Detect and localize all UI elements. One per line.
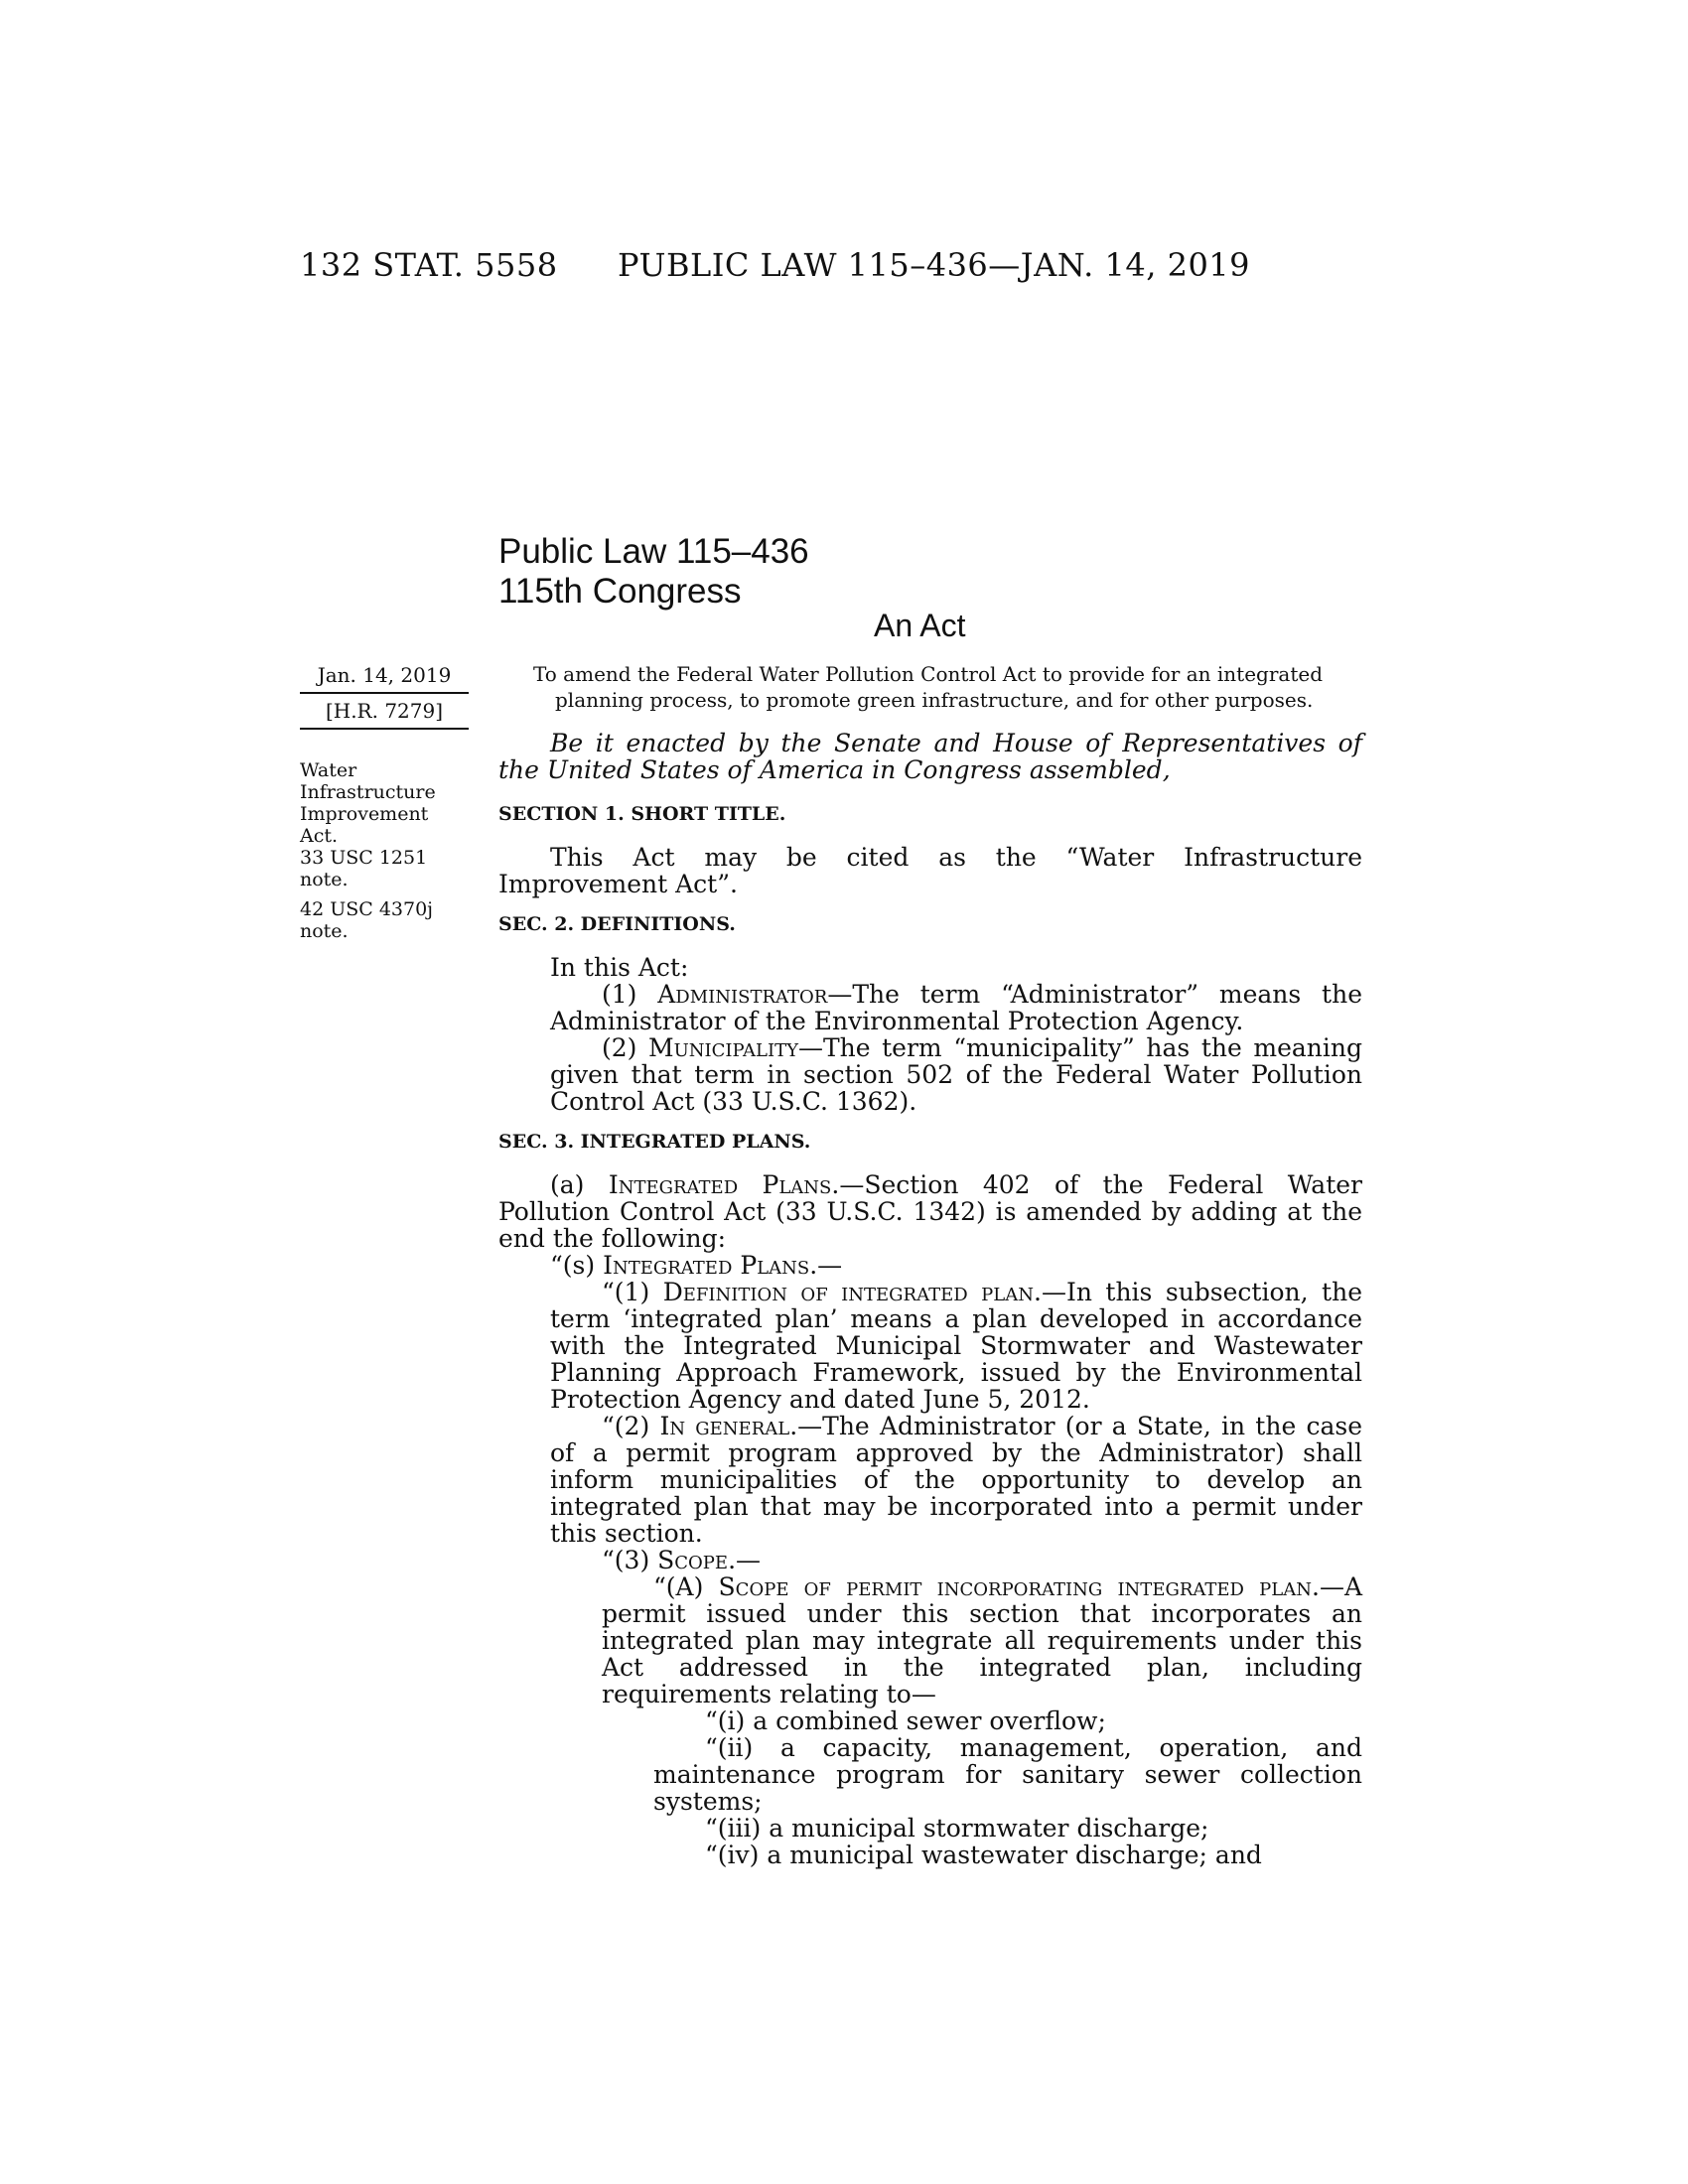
section-1-text: This Act may be cited as the “Water Infrastructure Improvement Act”. xyxy=(498,843,1362,898)
law-number: Public Law 115–436 xyxy=(498,532,809,571)
page-stat-number: 132 STAT. 5558 xyxy=(300,246,558,284)
section-1-heading: SECTION 1. SHORT TITLE. xyxy=(498,803,786,825)
list-item: “(iii) a municipal stormwater discharge; xyxy=(705,1814,1209,1843)
margin-date-block xyxy=(300,660,469,732)
paragraph-s-3: “(3) Scope.— xyxy=(602,1546,762,1574)
list-item: “(i) a combined sewer overflow; xyxy=(705,1706,1106,1735)
act-heading: An Act xyxy=(874,608,966,643)
purpose-statement: To amend the Federal Water Pollution Control Act to provide for an integrated planning process, to promote green infrastructure, and for other purposes. xyxy=(533,662,1323,712)
title-block xyxy=(498,532,809,612)
subsection-a: (a) Integrated Plans.—Section 402 of the Federal Water Pollution Control Act (33 U.S.C. 1342) is amended by adding at the end the following: xyxy=(498,1170,1363,1253)
section-2-heading: SEC. 2. DEFINITIONS. xyxy=(498,913,736,935)
enactment-date: Jan. 14, 2019 xyxy=(317,663,452,687)
list-item: “(iv) a municipal wastewater discharge; and xyxy=(705,1841,1262,1869)
margin-rule xyxy=(300,692,469,694)
act-body xyxy=(498,730,1362,1868)
running-header: PUBLIC LAW 115–436—JAN. 14, 2019 xyxy=(618,246,1251,284)
subsection-s: “(s) Integrated Plans.— xyxy=(550,1251,843,1280)
section-3-heading: SEC. 3. INTEGRATED PLANS. xyxy=(498,1131,811,1153)
definition-2: (2) Municipality—The term “municipality” has the meaning given that term in section 502 of the Federal Water Pollution Control Act (33 U.S.C. 1362). xyxy=(550,1033,1362,1116)
definition-1: (1) Administrator—The term “Administrator” means the Administrator of the Environmental Protection Agency. xyxy=(550,980,1362,1035)
congress-number: 115th Congress xyxy=(498,572,742,611)
list-item: “(ii) a capacity, management, operation, and maintenance program for sanitary sewer collection systems; xyxy=(653,1733,1362,1816)
paragraph-s-1: “(1) Definition of integrated plan.—In this subsection, the term ‘integrated plan’ means a plan developed in accordance with the Integrated Municipal Stormwater and Wastewater Planning Approach Framework, issued by the Environmental Protection Agency and dated June 5, 2012. xyxy=(550,1278,1362,1414)
margin-rule xyxy=(300,728,469,730)
enacting-clause: Be it enacted by the Senate and House of Representatives of the United States of America in Congress assembled, xyxy=(498,729,1362,784)
margin-note-short-title: Water Infrastructure Improvement Act. 33 USC 1251 note. xyxy=(300,759,436,890)
margin-note-definitions: 42 USC 4370j note. xyxy=(300,898,434,942)
subparagraph-A: “(A) Scope of permit incorporating integrated plan.—A permit issued under this section that incorporates an integrated plan may integrate all requirements under this Act addressed in the integrated plan, including requirements relating to— xyxy=(602,1572,1363,1708)
section-2-intro: In this Act: xyxy=(550,953,689,982)
paragraph-s-2: “(2) In general.—The Administrator (or a State, in the case of a permit program approved by the Administrator) shall inform municipalities of the opportunity to develop an integrated plan that may be incorporated into a permit under this section. xyxy=(550,1412,1362,1548)
bill-number: [H.R. 7279] xyxy=(325,699,444,723)
